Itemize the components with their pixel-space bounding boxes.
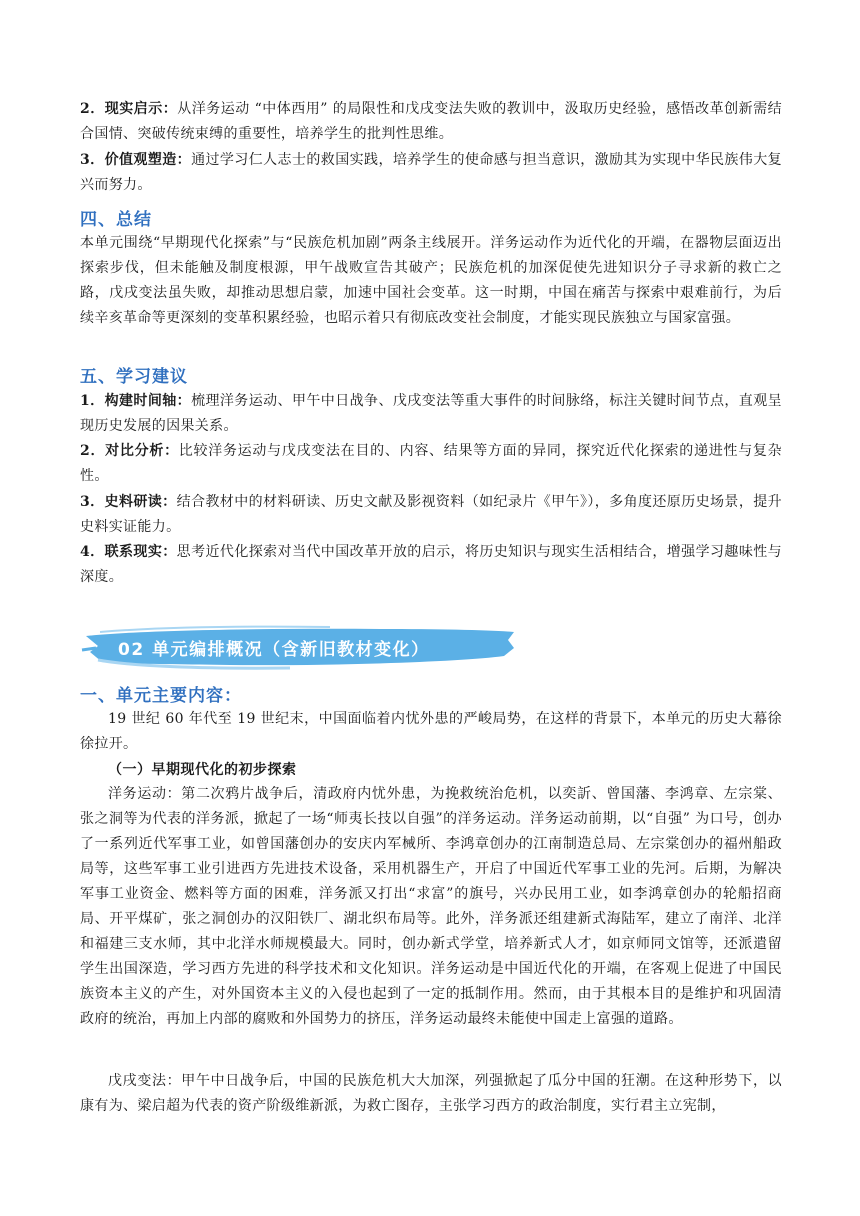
item-label: 3．史料研读： bbox=[80, 494, 177, 510]
section-banner bbox=[80, 620, 516, 674]
item-label: 2．对比分析： bbox=[80, 443, 179, 459]
item-label: 2．现实启示： bbox=[80, 101, 178, 117]
banner-title: 02 单元编排概况（含新旧教材变化） bbox=[118, 640, 430, 660]
item-text: 比较洋务运动与戊戌变法在目的、内容、结果等方面的异同，探究近代化探索的递进性与复杂性。 bbox=[80, 443, 782, 484]
paragraph-realistic-enlightenment bbox=[80, 97, 782, 147]
heading-summary: 四、总结 bbox=[80, 210, 152, 230]
suggestion-item bbox=[80, 389, 782, 439]
paragraph-hundred-days-reform: 戊戌变法：甲午中日战争后，中国的民族危机大大加深，列强掀起了瓜分中国的狂潮。在这种形势下，以康有为、梁启超为代表的资产阶级维新派，为救亡图存，主张学习西方的政治制度，实行君主立宪制， bbox=[80, 1073, 782, 1114]
suggestion-item bbox=[80, 490, 782, 540]
item-label: 4．联系现实： bbox=[80, 544, 177, 560]
heading-study-suggestions: 五、学习建议 bbox=[80, 367, 188, 387]
heading-unit-main-content: 一、单元主要内容： bbox=[80, 686, 242, 706]
paragraph-westernization-movement: 洋务运动：第二次鸦片战争后，清政府内忧外患，为挽救统治危机，以奕訢、曾国藩、李鸿章、左宗棠、张之洞等为代表的洋务派，掀起了一场“师夷长技以自强”的洋务运动。洋务运动前期，以“自强” 为口号，创办了一系列近代军事工业，如曾国藩创办的安庆内军械所、李鸿章创办的江南制造总局、左宗棠创办的福州船政局等，这些军事工业引进西方先进技术设备，采用机器生产，开启了中国近代军事工业的先河。后期，为解决军事工业资金、燃料等方面的困难，洋务派又打出“求富”的旗号，兴办民用工业，如李鸿章创办的轮船招商局、开平煤矿，张之洞创办的汉阳铁厂、湖北织布局等。此外，洋务派还组建新式海陆军，建立了南洋、北洋和福建三支水师，其中北洋水师规模最大。同时，创办新式学堂，培养新式人才，如京师同文馆等，还派遣留学生出国深造，学习西方先进的科学技术和文化知识。洋务运动是中国近代化的开端，在客观上促进了中国民族资本主义的产生，对外国资本主义的入侵也起到了一定的抵制作用。然而，由于其根本目的是维护和巩固清政府的统治，再加上内部的腐败和外国势力的挤压，洋务运动最终未能使中国走上富强的道路。 bbox=[80, 786, 782, 1027]
item-text: 从洋务运动 “中体西用” 的局限性和戊戌变法失败的教训中，汲取历史经验，感悟改革创新需结合国情、突破传统束缚的重要性，培养学生的批判性思维。 bbox=[80, 101, 782, 142]
paragraph-unit-intro: 19 世纪 60 年代至 19 世纪末，中国面临着内忧外患的严峻局势，在这样的背景下，本单元的历史大幕徐徐拉开。 bbox=[80, 711, 782, 752]
suggestion-item bbox=[80, 540, 782, 590]
suggestion-item bbox=[80, 439, 782, 489]
paragraph-value-shaping bbox=[80, 148, 782, 198]
item-label: 3．价值观塑造： bbox=[80, 152, 192, 168]
item-text: 结合教材中的材料研读、历史文献及影视资料（如纪录片《甲午》），多角度还原历史场景，提升史料实证能力。 bbox=[80, 494, 782, 535]
subheading-early-modernization: （一）早期现代化的初步探索 bbox=[108, 762, 297, 778]
paragraph-summary: 本单元围绕“早期现代化探索”与“民族危机加剧”两条主线展开。洋务运动作为近代化的开端，在器物层面迈出探索步伐，但未能触及制度根源，甲午战败宣告其破产；民族危机的加深促使先进知识分子寻求新的救亡之路，戊戌变法虽失败，却推动思想启蒙，加速中国社会变革。这一时期，中国在痛苦与探索中艰难前行，为后续辛亥革命等更深刻的变革积累经验，也昭示着只有彻底改变社会制度，才能实现民族独立与国家富强。 bbox=[80, 235, 782, 326]
item-text: 通过学习仁人志士的救国实践，培养学生的使命感与担当意识，激励其为实现中华民族伟大复兴而努力。 bbox=[80, 152, 782, 193]
item-label: 1．构建时间轴： bbox=[80, 393, 192, 409]
item-text: 梳理洋务运动、甲午中日战争、戊戌变法等重大事件的时间脉络，标注关键时间节点，直观呈现历史发展的因果关系。 bbox=[80, 393, 782, 434]
item-text: 思考近代化探索对当代中国改革开放的启示，将历史知识与现实生活相结合，增强学习趣味性与深度。 bbox=[80, 544, 782, 585]
